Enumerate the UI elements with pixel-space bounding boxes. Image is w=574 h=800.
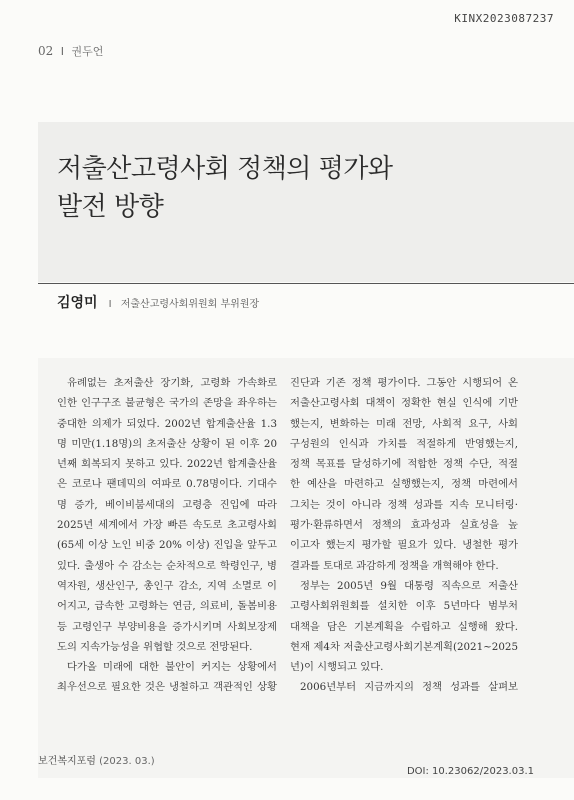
author-separator: I <box>108 299 112 310</box>
text-line: 정부는 2005년 9월 대통령 직속으로 저출산 <box>300 579 518 592</box>
body-column-left <box>57 373 277 698</box>
author-name: 김영미 <box>57 295 98 311</box>
text-line: 어지고, 급속한 고령화는 연금, 의료비, 돌봄비용 <box>57 600 277 613</box>
text-line: 명 미만(1.18명)의 초저출산 상황이 된 이후 20 <box>57 437 277 450</box>
document-id: KINX2023087237 <box>454 12 554 25</box>
text-line: 그치는 것이 아니라 정책 성과를 지속 모니터링· <box>290 498 518 511</box>
running-header <box>38 43 103 59</box>
text-line: 고령사회위원회를 설치한 이후 5년마다 범부처 <box>290 600 518 613</box>
text-line: 구성원의 인식과 가치를 적절하게 반영했는지, <box>290 437 518 450</box>
text-line: 저출산고령사회 대책이 정확한 현실 인식에 기반 <box>290 397 518 410</box>
text-line: (65세 이상 노인 비중 20% 이상) 진입을 앞두고 <box>57 539 277 552</box>
section-label: 권두언 <box>71 45 104 58</box>
text-line: 있다. 출생아 수 감소는 순차적으로 학령인구, 병 <box>57 559 277 572</box>
text-line: 은 코로나 팬데믹의 여파로 0.78명이다. 기대수 <box>57 478 277 491</box>
text-line: 한 예산을 마련하고 실행했는지, 정책 마련에서 <box>290 478 518 491</box>
text-line: 2025년 세계에서 가장 빠른 속도로 초고령사회 <box>57 519 277 532</box>
issue-date: (2023. 03.) <box>99 756 155 767</box>
text-line: 등 고령인구 부양비용을 증가시키며 사회보장제 <box>57 620 277 633</box>
text-line: 명 증가, 베이비붐세대의 고령층 진입에 따라 <box>57 498 277 511</box>
text-line: 중대한 의제가 되었다. 2002년 합계출산율 1.3 <box>57 417 277 430</box>
text-line: 이고자 했는지 평가할 필요가 있다. 냉철한 평가 <box>290 539 518 552</box>
title-line-2: 발전 방향 <box>57 192 164 222</box>
text-line: 2006년부터 지금까지의 정책 성과를 살펴보 <box>300 681 518 694</box>
body-column-right <box>290 373 518 698</box>
title-line-1: 저출산고령사회 정책의 평가와 <box>57 154 393 184</box>
text-line: 결과를 토대로 과감하게 정책을 개혁해야 한다. <box>290 559 499 572</box>
text-line: 도의 지속가능성을 위협할 것으로 전망된다. <box>57 640 253 653</box>
text-line: 정책 목표를 달성하기에 적합한 정책 수단, 적절 <box>290 458 518 471</box>
text-line: 인한 인구구조 불균형은 국가의 존망을 좌우하는 <box>57 397 277 410</box>
header-separator: I <box>60 45 65 58</box>
text-line: 최우선으로 필요한 것은 냉철하고 객관적인 상황 <box>57 681 277 694</box>
text-line: 대책을 담은 기본계획을 수립하고 실행해 왔다. <box>290 620 518 633</box>
page-number: 02 <box>38 44 54 58</box>
text-line: 다가올 미래에 대한 불안이 커지는 상황에서 <box>67 661 277 674</box>
text-line: 년)이 시행되고 있다. <box>290 661 384 674</box>
text-line: 진단과 기존 정책 평가이다. 그동안 시행되어 온 <box>290 377 518 389</box>
text-line: 현재 제4차 저출산고령사회기본계획(2021~2025 <box>290 640 518 653</box>
author-role: 저출산고령사회위원회 부위원장 <box>120 299 260 310</box>
divider <box>38 283 574 284</box>
text-line: 했는지, 변화하는 미래 전망, 사회적 요구, 사회 <box>290 417 518 430</box>
journal-name: 보건복지포럼 <box>38 756 96 767</box>
doi: DOI: 10.23062/2023.03.1 <box>406 766 534 777</box>
text-line: 역자원, 생산인구, 총인구 감소, 지역 소멸로 이 <box>57 579 277 592</box>
author-byline <box>57 292 259 312</box>
journal-footer <box>38 752 155 767</box>
text-line: 년째 회복되지 못하고 있다. 2022년 합계출산율 <box>57 458 277 471</box>
article-title <box>57 150 393 226</box>
text-line: 유례없는 초저출산 장기화, 고령화 가속화로 <box>67 377 277 389</box>
text-line: 평가·환류하면서 정책의 효과성과 실효성을 높 <box>290 519 518 532</box>
